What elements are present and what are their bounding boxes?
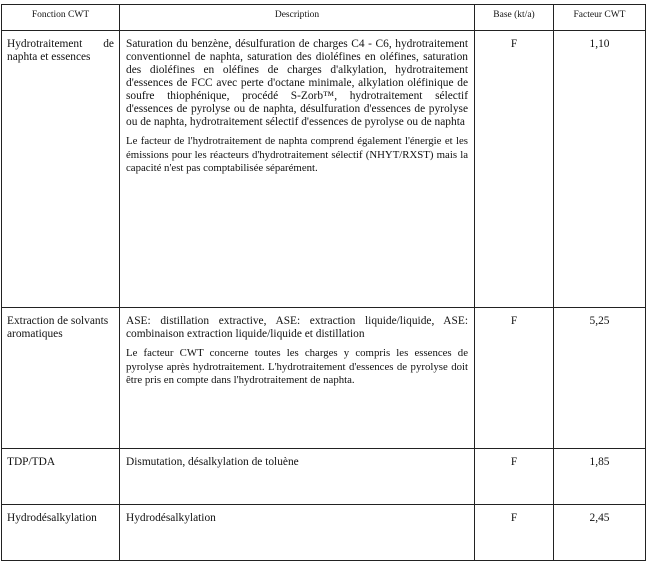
factor-cell: 1,10 bbox=[554, 31, 646, 308]
description-paragraph: ASE: distillation extractive, ASE: extraction liquide/liquide, ASE: combinaison extraction liquide/liquide et distillation bbox=[126, 315, 468, 340]
function-cell: Hydrotraitement de naphta et essences bbox=[2, 31, 120, 308]
description-paragraph: Hydrodésalkylation bbox=[126, 512, 216, 524]
description-cell bbox=[120, 449, 475, 505]
header-description: Description bbox=[120, 5, 475, 31]
function-cell: Extraction de solvants aromatiques bbox=[2, 308, 120, 449]
table-row bbox=[2, 505, 646, 561]
header-function: Fonction CWT bbox=[2, 5, 120, 31]
base-cell: F bbox=[475, 308, 554, 449]
function-cell: TDP/TDA bbox=[2, 449, 120, 505]
factor-cell: 5,25 bbox=[554, 308, 646, 449]
base-cell: F bbox=[475, 449, 554, 505]
base-cell: F bbox=[475, 505, 554, 561]
description-note: Le facteur de l'hydrotraitement de naphta comprend également l'énergie et les émissions pour les réacteurs d'hydrotraitement sélectif (NHYT/RXST) mais la capacité n'est pas comptabilisée séparément. bbox=[126, 135, 468, 174]
header-factor: Facteur CWT bbox=[554, 5, 646, 31]
factor-cell: 2,45 bbox=[554, 505, 646, 561]
description-cell bbox=[120, 505, 475, 561]
table-row bbox=[2, 308, 646, 449]
cwt-table bbox=[1, 4, 646, 561]
header-base: Base (kt/a) bbox=[475, 5, 554, 31]
header-row bbox=[2, 5, 646, 31]
description-note: Le facteur CWT concerne toutes les charges y compris les essences de pyrolyse après hydrotraitement. L'hydrotraitement d'essences de pyrolyse doit être pris en compte dans l'hydrotraitement de naphta. bbox=[126, 347, 468, 386]
base-cell: F bbox=[475, 31, 554, 308]
description-cell bbox=[120, 31, 475, 308]
description-cell bbox=[120, 308, 475, 449]
table-row bbox=[2, 31, 646, 308]
factor-cell: 1,85 bbox=[554, 449, 646, 505]
description-paragraph: Dismutation, désalkylation de toluène bbox=[126, 456, 299, 468]
function-cell: Hydrodésalkylation bbox=[2, 505, 120, 561]
description-paragraph: Saturation du benzène, désulfuration de charges C4 - C6, hydrotraitement conventionnel de naphta, saturation des dioléfines en oléfines, saturation des dioléfines en oléfines de charges d'alkylation, hydrotraitement d'essences de FCC avec perte d'octane minimale, alkylation oléfinique de soufre thiophénique, procédé S-Zorb™, hydrotraitement sélectif d'essences de pyrolyse ou de naphta, désulfuration d'essences de pyrolyse ou de naphta, hydrotraitement sélectif d'essences de pyrolyse ou de naphta bbox=[126, 38, 468, 128]
table-row bbox=[2, 449, 646, 505]
